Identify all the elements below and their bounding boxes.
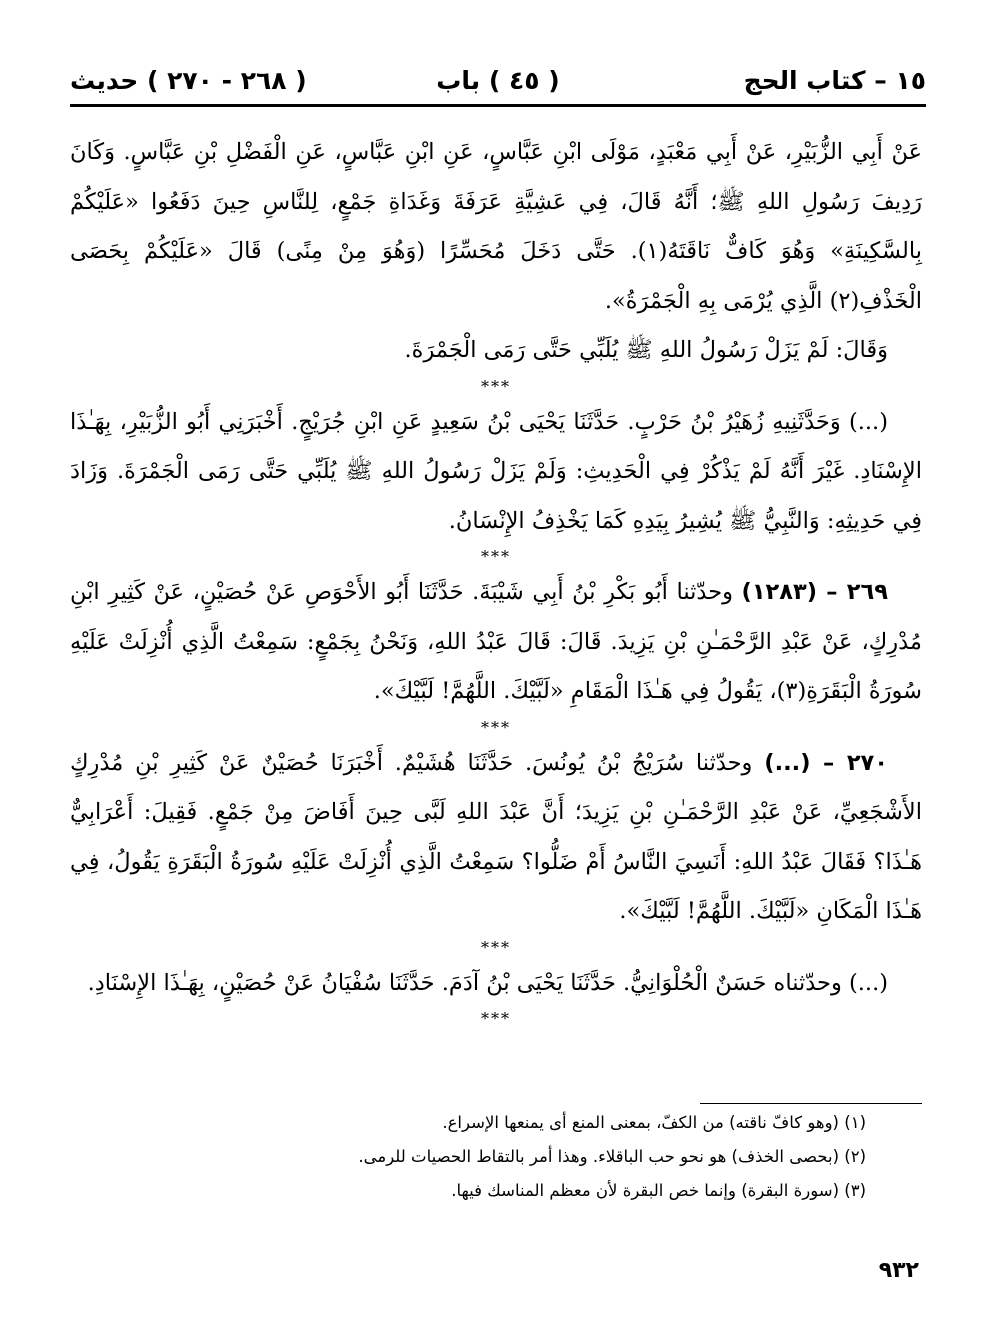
footnote-1: (١) (وهو كافّ ناقته) من الكفّ، بمعنى المنع أى يمنعها الإسراع. [442,1113,866,1132]
page-number: ٩٣٢ [878,1258,919,1283]
footnote-2: (٢) (بحصى الخذف) هو نحو حب الباقلاء. وهذا أمر بالتقاط الحصيات للرمى. [358,1147,866,1166]
hadith-269-text: وحدّثنا أَبُو بَكْرِ بْنُ أَبِي شَيْبَةَ. حَدَّثَنَا أَبُو الأَحْوَصِ عَنْ حُصَيْنٍ، عَنْ كَثِيرِ ابْنِ مُدْرِكٍ، عَنْ عَبْدِ الرَّحْمَـٰنِ بْنِ يَزِيدَ. قَالَ: قَالَ عَبْدُ اللهِ، وَنَحْنُ بِجَمْعٍ: سَمِعْتُ الَّذِي أُنْزِلَتْ عَلَيْهِ سُورَةُ الْبَقَرَةِ(٣)، يَقُولُ فِي هَـٰذَا الْمَقَامِ «لَبَّيْكَ. اللَّهُمَّ! لَبَّيْكَ». [70,579,922,704]
hadith-269 [70,568,922,717]
hadith-text [70,128,922,1030]
hadith-270 [70,739,922,937]
hadith-270-text: وحدّثنا سُرَيْجُ بْنُ يُونُسَ. حَدَّثَنَا هُشَيْمٌ. أَخْبَرَنَا حُصَيْنٌ عَنْ كَثِيرِ بْنِ مُدْرِكٍ الأَشْجَعِيِّ، عَنْ عَبْدِ الرَّحْمَـٰنِ بْنِ يَزِيدَ؛ أَنَّ عَبْدَ اللهِ لَبَّى حِينَ أَفَاضَ مِنْ جَمْعٍ. فَقِيلَ: أَعْرَابِيٌّ هَـٰذَا؟ فَقَالَ عَبْدُ اللهِ: أَنَسِيَ النَّاسُ أَمْ ضَلُّوا؟ سَمِعْتُ الَّذِي أُنْزِلَتْ عَلَيْهِ سُورَةُ الْبَقَرَةِ يَقُولُ، فِي هَـٰذَا الْمَكَانِ «لَبَّيْكَ. اللَّهُمَّ! لَبَّيْكَ». [70,749,922,924]
footnote-3: (٣) (سورة البقرة) وإنما خص البقرة لأن معظم المناسك فيها. [451,1181,866,1200]
footnotes [70,1106,866,1208]
paragraph-1: عَنْ أَبِي الزُّبَيْرِ، عَنْ أَبِي مَعْبَدٍ، مَوْلَى ابْنِ عَبَّاسٍ، عَنِ ابْنِ عَبَّاسٍ، عَنِ الْفَضْلِ بْنِ عَبَّاسٍ. وَكَانَ رَدِيفَ رَسُولِ اللهِ ﷺ؛ أَنَّهُ قَالَ، فِي عَشِيَّةِ عَرَفَةَ وَغَدَاةِ جَمْعٍ، لِلنَّاسِ حِينَ دَفَعُوا «عَلَيْكُمْ بِالسَّكِينَةِ» وَهُوَ كَافٌّ نَاقَتَهُ(١). حَتَّى دَخَلَ مُحَسِّرًا (وَهُوَ مِنْ مِنًى) قَالَ «عَلَيْكُمْ بِحَصَى الْخَذْفِ(٢) الَّذِي يُرْمَى بِهِ الْجَمْرَةُ». [70,139,922,314]
separator-2: *** [481,547,511,566]
separator-1: *** [481,376,511,396]
book-title: ١٥ – كتاب الحج [743,66,926,95]
running-header [70,60,926,107]
hadith-269-number: ٢٦٩ – (١٢٨٣) [741,579,888,605]
hadith-270-number: ٢٧٠ – (...) [764,749,889,776]
paragraph-6: (...) وحدّثناه حَسَنٌ الْحُلْوَانِيُّ. حَدَّثَنَا يَحْيَى بْنُ آدَمَ. حَدَّثَنَا سُفْيَانُ عَنْ حُصَيْنٍ، بِهَـٰذَا الإِسْنَادِ. [87,969,888,996]
separator-3: *** [481,717,511,737]
footnote-divider [700,1103,922,1104]
hadith-range: ( ٢٦٨ - ٢٧٠ ) حديث [70,66,307,95]
paragraph-3: (...) وَحَدَّثَنِيهِ زُهَيْرُ بْنُ حَرْبٍ. حَدَّثَنَا يَحْيَى بْنُ سَعِيدٍ عَنِ ابْنِ جُرَيْجٍ. أَخْبَرَنِي أَبُو الزُّبَيْرِ، بِهَـٰذَا الإِسْنَادِ. غَيْرَ أَنَّهُ لَمْ يَذْكُرْ فِي الْحَدِيثِ: وَلَمْ يَزَلْ رَسُولُ اللهِ ﷺ يُلَبِّي حَتَّى رَمَى الْجَمْرَةَ. وَزَادَ فِي حَدِيثِهِ: وَالنَّبِيُّ ﷺ يُشِيرُ بِيَدِهِ كَمَا يَخْذِفُ الإِنْسَانُ. [70,408,922,534]
paragraph-2: وَقَالَ: لَمْ يَزَلْ رَسُولُ اللهِ ﷺ يُلَبِّي حَتَّى رَمَى الْجَمْرَةَ. [404,337,888,363]
separator-4: *** [481,937,511,957]
chapter-label: ( ٤٥ ) باب [436,66,560,95]
separator-5: *** [481,1009,511,1028]
